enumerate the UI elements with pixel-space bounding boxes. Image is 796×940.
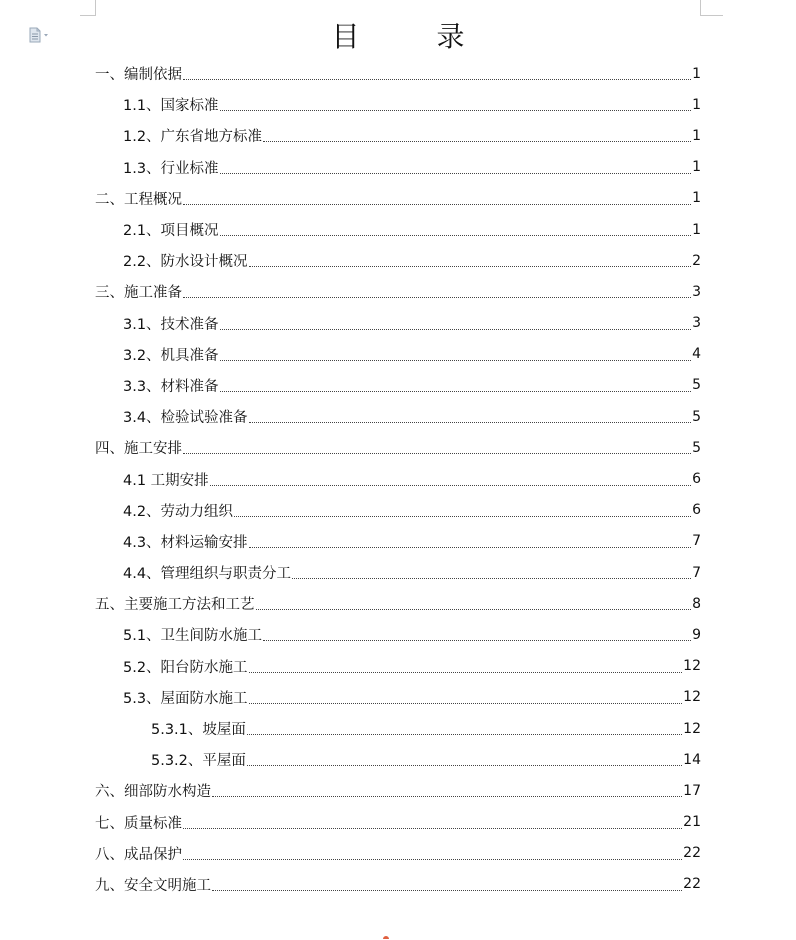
toc-entry-label: 四、施工安排 bbox=[95, 441, 182, 458]
toc-entry-page-number: 9 bbox=[692, 626, 701, 643]
toc-dot-leader bbox=[183, 828, 682, 829]
toc-entry[interactable] bbox=[0, 557, 796, 588]
toc-entry-label: 3.1、技术准备 bbox=[123, 316, 219, 333]
toc-entry-page-number: 7 bbox=[692, 533, 701, 550]
toc-entry-page-number: 5 bbox=[692, 408, 701, 425]
toc-dot-leader bbox=[220, 173, 692, 174]
toc-dot-leader bbox=[220, 360, 692, 361]
toc-dot-leader bbox=[220, 391, 692, 392]
toc-entry[interactable] bbox=[0, 651, 796, 682]
toc-entry[interactable] bbox=[0, 744, 796, 775]
toc-entry[interactable] bbox=[0, 58, 796, 89]
toc-entry-page-number: 5 bbox=[692, 439, 701, 456]
toc-entry-page-number: 6 bbox=[692, 471, 701, 488]
toc-entry-label: 5.2、阳台防水施工 bbox=[123, 659, 248, 676]
toc-entry[interactable] bbox=[0, 245, 796, 276]
toc-dot-leader bbox=[247, 765, 682, 766]
toc-dot-leader bbox=[183, 297, 691, 298]
table-of-contents bbox=[0, 58, 796, 900]
toc-entry[interactable] bbox=[0, 183, 796, 214]
toc-entry[interactable] bbox=[0, 619, 796, 650]
toc-entry[interactable] bbox=[0, 432, 796, 463]
toc-entry[interactable] bbox=[0, 308, 796, 339]
toc-entry-label: 3.4、检验试验准备 bbox=[123, 410, 248, 427]
toc-entry-page-number: 22 bbox=[683, 876, 701, 893]
toc-entry-label: 4.2、劳动力组织 bbox=[123, 503, 234, 520]
toc-entry[interactable] bbox=[0, 463, 796, 494]
toc-dot-leader bbox=[292, 578, 691, 579]
toc-entry[interactable] bbox=[0, 339, 796, 370]
toc-entry-label: 4.1 工期安排 bbox=[123, 472, 209, 489]
toc-entry-label: 一、编制依据 bbox=[95, 67, 182, 84]
toc-entry-page-number: 14 bbox=[683, 751, 701, 768]
toc-dot-leader bbox=[212, 890, 682, 891]
toc-entry-label: 5.3.2、平屋面 bbox=[151, 753, 246, 770]
toc-entry-label: 4.3、材料运输安排 bbox=[123, 534, 248, 551]
toc-entry[interactable] bbox=[0, 152, 796, 183]
toc-entry-label: 1.1、国家标准 bbox=[123, 98, 219, 115]
toc-entry-label: 4.4、管理组织与职责分工 bbox=[123, 566, 292, 583]
toc-dot-leader bbox=[263, 640, 691, 641]
toc-entry-label: 5.3.1、坡屋面 bbox=[151, 722, 246, 739]
crop-mark-top-left bbox=[80, 0, 96, 16]
toc-entry-page-number: 1 bbox=[692, 221, 701, 238]
toc-entry-page-number: 6 bbox=[692, 502, 701, 519]
toc-entry-label: 1.3、行业标准 bbox=[123, 160, 219, 177]
toc-entry[interactable] bbox=[0, 276, 796, 307]
toc-entry-page-number: 21 bbox=[683, 814, 701, 831]
toc-entry-label: 1.2、广东省地方标准 bbox=[123, 129, 263, 146]
toc-entry-page-number: 1 bbox=[692, 190, 701, 207]
toc-dot-leader bbox=[249, 547, 692, 548]
toc-dot-leader bbox=[249, 703, 683, 704]
toc-entry-label: 2.2、防水设计概况 bbox=[123, 254, 248, 271]
toc-entry-page-number: 7 bbox=[692, 564, 701, 581]
toc-dot-leader bbox=[212, 796, 682, 797]
toc-entry-page-number: 3 bbox=[692, 283, 701, 300]
toc-entry-page-number: 2 bbox=[692, 252, 701, 269]
toc-entry-page-number: 12 bbox=[683, 658, 701, 675]
toc-dot-leader bbox=[249, 266, 692, 267]
toc-entry-page-number: 1 bbox=[692, 159, 701, 176]
toc-dot-leader bbox=[249, 422, 692, 423]
toc-entry[interactable] bbox=[0, 401, 796, 432]
toc-entry-label: 5.3、屋面防水施工 bbox=[123, 690, 248, 707]
toc-entry[interactable] bbox=[0, 120, 796, 151]
toc-entry-label: 三、施工准备 bbox=[95, 285, 182, 302]
toc-entry[interactable] bbox=[0, 869, 796, 900]
toc-entry-label: 六、细部防水构造 bbox=[95, 784, 211, 801]
toc-entry-label: 五、主要施工方法和工艺 bbox=[95, 597, 255, 614]
toc-entry-label: 5.1、卫生间防水施工 bbox=[123, 628, 263, 645]
toc-dot-leader bbox=[263, 141, 691, 142]
toc-entry-page-number: 1 bbox=[692, 65, 701, 82]
toc-entry[interactable] bbox=[0, 807, 796, 838]
toc-entry-label: 二、工程概况 bbox=[95, 191, 182, 208]
toc-entry[interactable] bbox=[0, 775, 796, 806]
toc-entry-page-number: 12 bbox=[683, 689, 701, 706]
toc-entry-page-number: 3 bbox=[692, 315, 701, 332]
toc-dot-leader bbox=[220, 110, 692, 111]
toc-entry[interactable] bbox=[0, 713, 796, 744]
toc-entry-label: 九、安全文明施工 bbox=[95, 877, 211, 894]
page-marker bbox=[383, 936, 389, 939]
toc-dot-leader bbox=[183, 453, 691, 454]
toc-entry-page-number: 1 bbox=[692, 127, 701, 144]
toc-dot-leader bbox=[183, 204, 691, 205]
toc-entry[interactable] bbox=[0, 214, 796, 245]
toc-dot-leader bbox=[247, 734, 682, 735]
toc-entry[interactable] bbox=[0, 588, 796, 619]
toc-dot-leader bbox=[210, 485, 691, 486]
toc-entry[interactable] bbox=[0, 526, 796, 557]
toc-dot-leader bbox=[249, 672, 683, 673]
toc-entry[interactable] bbox=[0, 838, 796, 869]
toc-dot-leader bbox=[256, 609, 692, 610]
toc-entry-page-number: 1 bbox=[692, 96, 701, 113]
toc-entry-page-number: 12 bbox=[683, 720, 701, 737]
toc-entry-page-number: 4 bbox=[692, 346, 701, 363]
toc-entry-label: 3.2、机具准备 bbox=[123, 347, 219, 364]
toc-entry-label: 七、质量标准 bbox=[95, 815, 182, 832]
toc-entry-page-number: 22 bbox=[683, 845, 701, 862]
toc-entry-label: 八、成品保护 bbox=[95, 846, 182, 863]
toc-dot-leader bbox=[220, 329, 692, 330]
toc-dot-leader bbox=[220, 235, 692, 236]
toc-entry-label: 2.1、项目概况 bbox=[123, 223, 219, 240]
toc-dot-leader bbox=[234, 516, 691, 517]
toc-entry[interactable] bbox=[0, 682, 796, 713]
toc-dot-leader bbox=[183, 79, 691, 80]
toc-entry[interactable] bbox=[0, 495, 796, 526]
crop-mark-top-right bbox=[700, 0, 723, 16]
toc-entry-page-number: 17 bbox=[683, 782, 701, 799]
toc-dot-leader bbox=[183, 859, 682, 860]
page-title: 目 录 bbox=[331, 20, 499, 53]
toc-entry[interactable] bbox=[0, 89, 796, 120]
toc-entry-page-number: 8 bbox=[692, 595, 701, 612]
toc-entry[interactable] bbox=[0, 370, 796, 401]
toc-entry-page-number: 5 bbox=[692, 377, 701, 394]
toc-entry-label: 3.3、材料准备 bbox=[123, 378, 219, 395]
